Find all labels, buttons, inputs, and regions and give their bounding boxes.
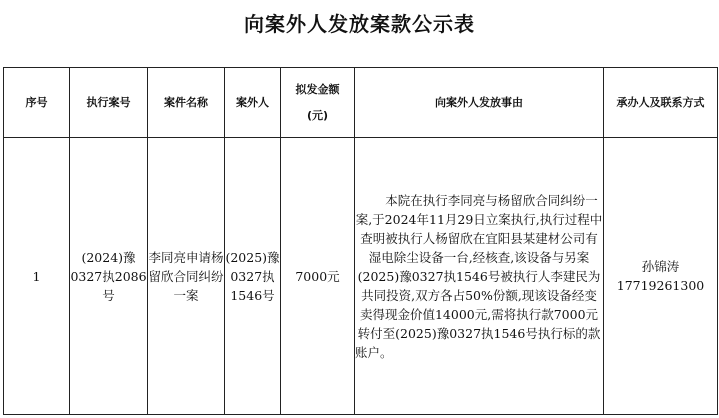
cell-case-name: 李同亮申请杨留欣合同纠纷一案: [148, 138, 225, 415]
cell-index: 1: [4, 138, 70, 415]
disbursement-table: [3, 67, 718, 415]
header-amount-label: 拟发金额: [295, 82, 340, 96]
cell-reason: [355, 138, 604, 415]
header-party: 案外人: [225, 68, 281, 138]
document-title: 向案外人发放案款公示表: [244, 12, 475, 36]
header-case-number: 执行案号: [70, 68, 148, 138]
header-row: [4, 68, 718, 138]
reason-text: 本院在执行李同亮与杨留欣合同纠纷一案,于2024年11月29日立案执行,执行过程中查明被执行人杨留欣在宜阳县某建材公司有湿电除尘设备一台,经核查,该设备与另案(2025)豫0327执1546号被执行人李建民为共同投资,双方各占50%份额,现该设备经变卖得现金价值14000元,需将执行款7000元转付至(2025)豫0327执1546号执行标的款账户。: [355, 192, 603, 360]
header-reason: 向案外人发放事由: [355, 68, 604, 138]
cell-case-number: (2024)豫0327执2086号: [70, 138, 148, 415]
contact-phone: 17719261300: [616, 278, 705, 293]
header-amount: [281, 68, 355, 138]
table-row: [4, 138, 718, 415]
cell-party: (2025)豫0327执1546号: [225, 138, 281, 415]
cell-contact: [604, 138, 718, 415]
header-index: 序号: [4, 68, 70, 138]
header-amount-unit: (元): [306, 108, 329, 122]
cell-amount: 7000元: [281, 138, 355, 415]
contact-name: 孙锦涛: [641, 259, 680, 274]
header-contact: 承办人及联系方式: [604, 68, 718, 138]
header-case-name: 案件名称: [148, 68, 225, 138]
